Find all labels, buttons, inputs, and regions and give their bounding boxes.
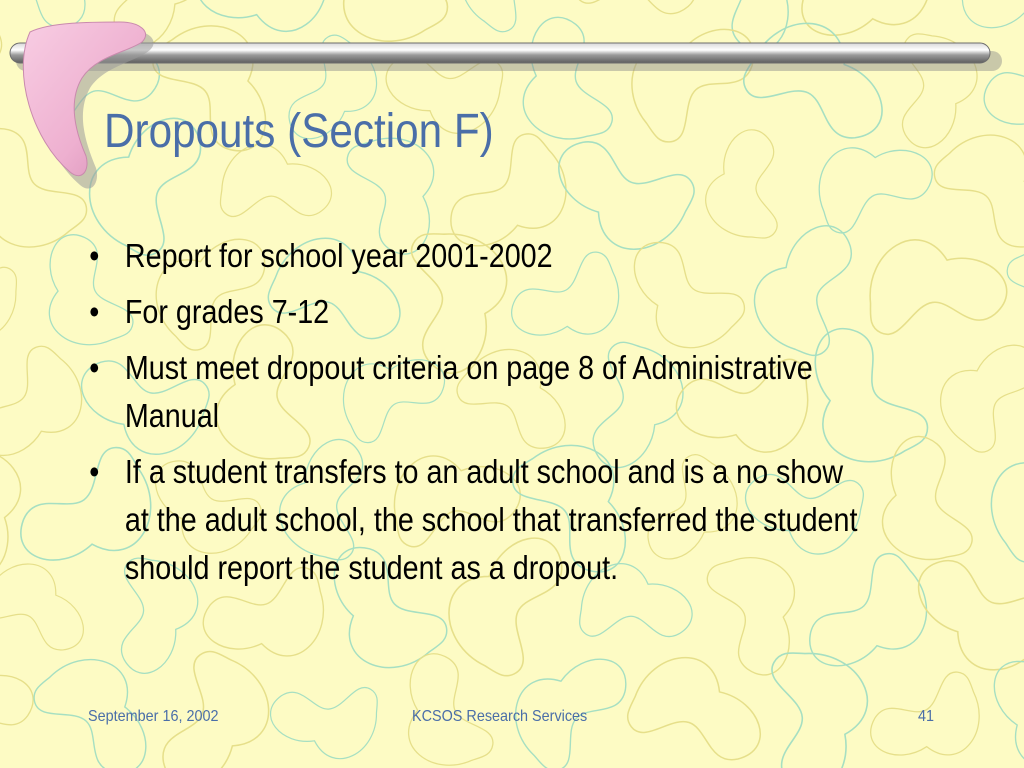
footer-date: September 16, 2002: [88, 708, 219, 725]
title-decoration: [0, 0, 1024, 200]
bullet-item: • Report for school year 2001-2002: [84, 232, 867, 280]
boomerang-pattern-shape: [852, 221, 1016, 375]
boomerang-pattern-shape: [0, 338, 94, 463]
boomerang-pattern-shape: [725, 633, 887, 768]
title-bar: [10, 43, 990, 63]
boomerang-pattern-shape: [986, 446, 1024, 566]
boomerang-pattern-shape: [612, 638, 771, 768]
bullet-item: • For grades 7-12: [84, 288, 867, 336]
boomerang-pattern-shape: [927, 337, 1024, 461]
bullet-list: [84, 232, 867, 600]
slide-title: Dropouts (Section F): [104, 105, 494, 158]
boomerang-pattern-shape: [0, 662, 37, 768]
bullet-item: • If a student transfers to an adult school and is a no show at the adult school, the school that transferred the student should report the student as a dropout.: [84, 448, 867, 592]
footer-organization: KCSOS Research Services: [412, 708, 588, 725]
bullet-item: • Must meet dropout criteria on page 8 of Administrative Manual: [84, 344, 867, 440]
boomerang-pattern-shape: [263, 650, 392, 768]
boomerang-pattern-shape: [0, 550, 92, 678]
boomerang-pattern-shape: [988, 642, 1024, 768]
boomerang-pattern-shape: [122, 636, 288, 768]
footer-page-number: 41: [918, 708, 935, 725]
boomerang-pattern-shape: [0, 231, 31, 352]
